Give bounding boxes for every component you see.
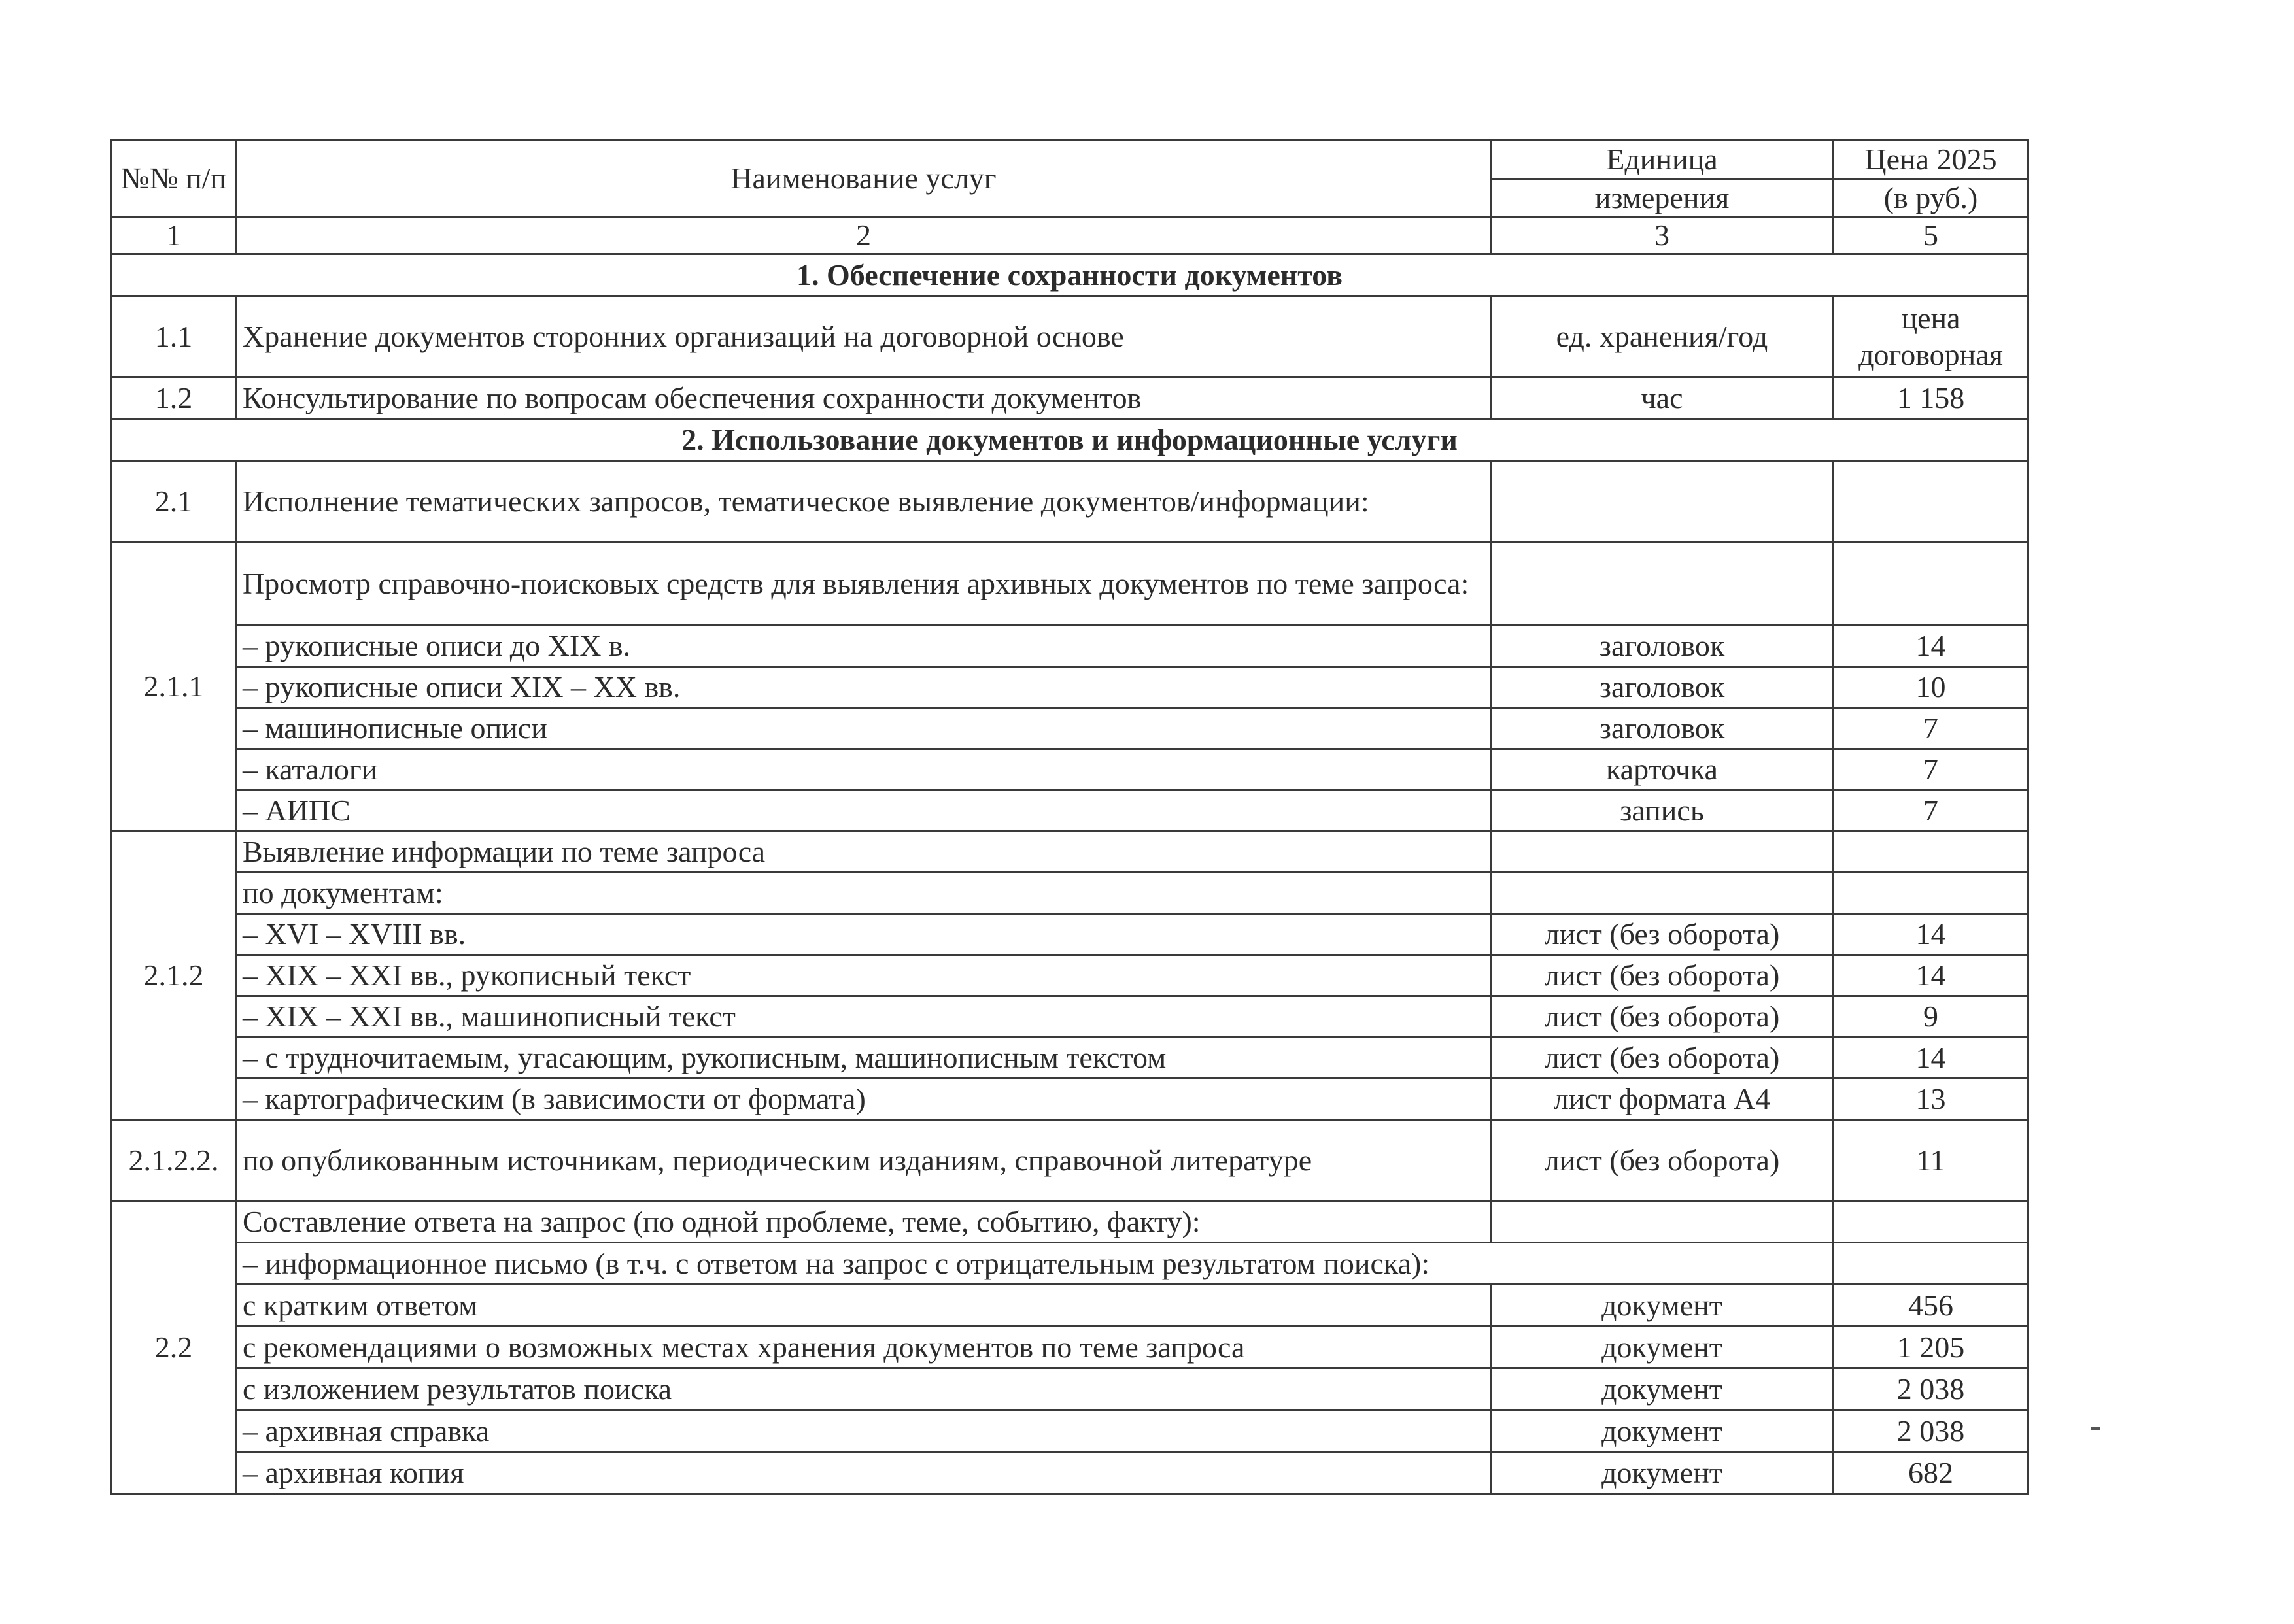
- unit-of-measure: заголовок: [1491, 667, 1834, 708]
- service-name: по опубликованным источникам, периодическим изданиям, справочной литературе: [237, 1120, 1491, 1201]
- row-number: 2.1: [111, 461, 237, 542]
- unit-of-measure: карточка: [1491, 749, 1834, 790]
- table-row: [111, 1120, 2029, 1201]
- price-value: 13: [1834, 1079, 2029, 1120]
- unit-of-measure: лист формата А4: [1491, 1079, 1834, 1120]
- price-value: 7: [1834, 790, 2029, 832]
- unit-of-measure: лист (без оборота): [1491, 1120, 1834, 1201]
- column-index-2: 2: [237, 217, 1491, 254]
- unit-of-measure: час: [1491, 377, 1834, 419]
- section-row: [111, 254, 2029, 296]
- unit-of-measure: документ: [1491, 1368, 1834, 1410]
- price-value: 7: [1834, 708, 2029, 749]
- price-value: [1834, 1201, 2029, 1243]
- table-row: [111, 461, 2029, 542]
- service-name: – картографическим (в зависимости от формата): [237, 1079, 1491, 1120]
- service-name: с рекомендациями о возможных местах хранения документов по теме запроса: [237, 1327, 1491, 1368]
- service-name: Составление ответа на запрос (по одной проблеме, теме, событию, факту):: [237, 1201, 1491, 1243]
- service-name: – архивная справка: [237, 1410, 1491, 1452]
- price-value: 14: [1834, 955, 2029, 996]
- table-row: [111, 749, 2029, 790]
- unit-of-measure: документ: [1491, 1452, 1834, 1494]
- table-row: [111, 873, 2029, 914]
- header-col-name: Наименование услуг: [237, 140, 1491, 217]
- unit-of-measure: документ: [1491, 1327, 1834, 1368]
- table-row: [111, 1038, 2029, 1079]
- header-col-unit-line2: измерения: [1491, 179, 1834, 217]
- price-list-table: [110, 139, 2029, 1495]
- table-row: [111, 996, 2029, 1038]
- price-value: 682: [1834, 1452, 2029, 1494]
- unit-of-measure: документ: [1491, 1285, 1834, 1327]
- table-row: [111, 955, 2029, 996]
- price-value: 14: [1834, 914, 2029, 955]
- price-line-1: цена: [1901, 301, 1960, 335]
- service-name: – архивная копия: [237, 1452, 1491, 1494]
- service-name: – АИПС: [237, 790, 1491, 832]
- table-row: [111, 832, 2029, 873]
- table-row: [111, 790, 2029, 832]
- unit-of-measure: ед. хранения/год: [1491, 296, 1834, 377]
- table-row: [111, 1285, 2029, 1327]
- price-value: 11: [1834, 1120, 2029, 1201]
- service-name: Консультирование по вопросам обеспечения сохранности документов: [237, 377, 1491, 419]
- service-name: Выявление информации по теме запроса: [237, 832, 1491, 873]
- price-value: 456: [1834, 1285, 2029, 1327]
- service-name: Хранение документов сторонних организаций на договорной основе: [237, 296, 1491, 377]
- price-value: 14: [1834, 1038, 2029, 1079]
- header-col-price-line2: (в руб.): [1834, 179, 2029, 217]
- price-value: 10: [1834, 667, 2029, 708]
- price-value: [1834, 542, 2029, 626]
- service-subheading: по документам:: [237, 873, 1491, 914]
- price-value: 2 038: [1834, 1410, 2029, 1452]
- row-number: 1.2: [111, 377, 237, 419]
- table-row: [111, 1201, 2029, 1243]
- service-name: – XIX – XXI вв., машинописный текст: [237, 996, 1491, 1038]
- service-subheading: – информационное письмо (в т.ч. с ответом на запрос с отрицательным результатом поиска):: [237, 1243, 1834, 1285]
- table-row: [111, 1410, 2029, 1452]
- section-title: 2. Использование документов и информационные услуги: [111, 419, 2029, 461]
- header-col-number: №№ п/п: [111, 140, 237, 217]
- price-value: [1834, 1243, 2029, 1285]
- service-name: – с трудночитаемым, угасающим, рукописным, машинописным текстом: [237, 1038, 1491, 1079]
- price-value: [1834, 296, 2029, 377]
- unit-of-measure: [1491, 873, 1834, 914]
- unit-of-measure: [1491, 461, 1834, 542]
- unit-of-measure: запись: [1491, 790, 1834, 832]
- table-row: [111, 1368, 2029, 1410]
- row-number: 2.1.1: [111, 542, 237, 832]
- price-value: 9: [1834, 996, 2029, 1038]
- unit-of-measure: [1491, 1201, 1834, 1243]
- price-value: 7: [1834, 749, 2029, 790]
- header-row: [111, 140, 2029, 179]
- section-row: [111, 419, 2029, 461]
- table-row: [111, 667, 2029, 708]
- unit-of-measure: лист (без оборота): [1491, 955, 1834, 996]
- price-value: [1834, 873, 2029, 914]
- service-name: Просмотр справочно-поисковых средств для выявления архивных документов по теме запроса:: [237, 542, 1491, 626]
- header-col-price-line1: Цена 2025: [1834, 140, 2029, 179]
- price-value: [1834, 461, 2029, 542]
- row-number: 2.1.2: [111, 832, 237, 1120]
- unit-of-measure: [1491, 542, 1834, 626]
- service-name: с изложением результатов поиска: [237, 1368, 1491, 1410]
- unit-of-measure: документ: [1491, 1410, 1834, 1452]
- price-value: 2 038: [1834, 1368, 2029, 1410]
- table-row: [111, 1079, 2029, 1120]
- row-number: 2.2: [111, 1201, 237, 1494]
- table-row: [111, 708, 2029, 749]
- service-name: – XVI – XVIII вв.: [237, 914, 1491, 955]
- column-index-5: 5: [1834, 217, 2029, 254]
- scan-speck: [2091, 1427, 2100, 1430]
- table-row: [111, 1327, 2029, 1368]
- service-name: – машинописные описи: [237, 708, 1491, 749]
- service-name: – XIX – XXI вв., рукописный текст: [237, 955, 1491, 996]
- service-name: Исполнение тематических запросов, тематическое выявление документов/информации:: [237, 461, 1491, 542]
- table-row: [111, 296, 2029, 377]
- table-row: [111, 1452, 2029, 1494]
- column-index-3: 3: [1491, 217, 1834, 254]
- price-value: 14: [1834, 626, 2029, 667]
- service-name: – рукописные описи XIX – XX вв.: [237, 667, 1491, 708]
- section-title: 1. Обеспечение сохранности документов: [111, 254, 2029, 296]
- unit-of-measure: лист (без оборота): [1491, 1038, 1834, 1079]
- row-number: 1.1: [111, 296, 237, 377]
- table-row: [111, 1243, 2029, 1285]
- table-row: [111, 542, 2029, 626]
- row-number: 2.1.2.2.: [111, 1120, 237, 1201]
- table-row: [111, 626, 2029, 667]
- column-index-1: 1: [111, 217, 237, 254]
- unit-of-measure: лист (без оборота): [1491, 996, 1834, 1038]
- table-row: [111, 377, 2029, 419]
- column-index-row: [111, 217, 2029, 254]
- price-value: 1 205: [1834, 1327, 2029, 1368]
- price-value: 1 158: [1834, 377, 2029, 419]
- unit-of-measure: заголовок: [1491, 626, 1834, 667]
- service-name: с кратким ответом: [237, 1285, 1491, 1327]
- unit-of-measure: [1491, 832, 1834, 873]
- service-name: – рукописные описи до XIX в.: [237, 626, 1491, 667]
- unit-of-measure: заголовок: [1491, 708, 1834, 749]
- unit-of-measure: лист (без оборота): [1491, 914, 1834, 955]
- price-value: [1834, 832, 2029, 873]
- service-name: – каталоги: [237, 749, 1491, 790]
- header-col-unit-line1: Единица: [1491, 140, 1834, 179]
- table-row: [111, 914, 2029, 955]
- price-line-2: договорная: [1858, 337, 2003, 371]
